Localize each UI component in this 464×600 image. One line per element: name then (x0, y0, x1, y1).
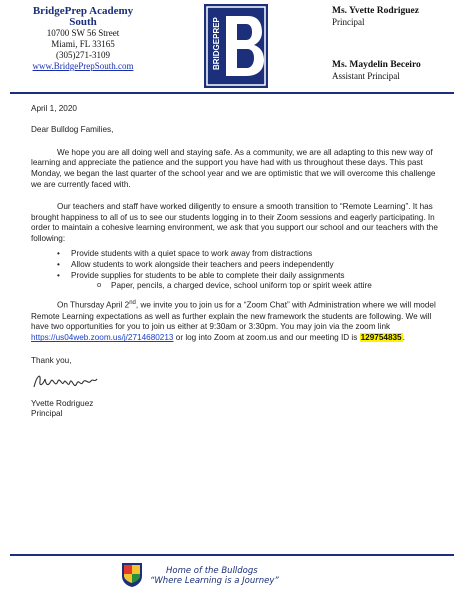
administrators (332, 6, 462, 82)
letter-date: April 1, 2020 (31, 104, 77, 113)
logo-vertical-text: BRIDGEPREP (212, 17, 221, 70)
principal-name: Ms. Yvette Rodriguez (332, 6, 419, 16)
support-list (31, 249, 445, 292)
signer-name: Yvette Rodriguez (31, 398, 94, 408)
school-name-line1: BridgePrep Academy (32, 5, 134, 17)
website-link[interactable]: www.BridgePrepSouth.com (32, 61, 134, 71)
date-ordinal-suffix: nd (129, 300, 136, 307)
paragraph-2: Our teachers and staff have worked diligently to ensure a smooth transition to “Remote Learning”. It has brought happiness to all of us to see our students logging in to their Zoom sessions and eagerly participating. In order to maintain a cohesive learning environment, we ask that you support our school and our teachers with the following: (31, 201, 438, 244)
list-item: • Allow students to work alongside their teachers and peers independently (57, 260, 445, 271)
closing: Thank you, (31, 356, 72, 366)
salutation: Dear Bulldog Families, (31, 124, 114, 134)
phone-number: (305)271-3109 (56, 50, 110, 60)
sub-list-item: o Paper, pencils, a charged device, school uniform top or spirit week attire (97, 281, 445, 292)
bridgeprep-logo (204, 4, 268, 88)
crest-icon (121, 562, 143, 588)
signature-image (31, 369, 101, 395)
letter-body (31, 104, 445, 420)
paragraph-3-text-b: , we invite you to join us for a “Zoom Chat” with Administration where we will model Remote Learning expectations as well as further explain the new framework the students are following. We will have two opportunities for you to join us either at 9:30am or 3:30pm. You may join via the zoom link (31, 300, 436, 332)
school-info (8, 6, 158, 72)
paragraph-3-text-d: . (402, 333, 405, 343)
header-divider (10, 92, 454, 94)
footer-motto (150, 566, 350, 586)
address-city: Miami, FL 33165 (51, 39, 115, 49)
paragraph-3-text-c: or log into Zoom at zoom.us and our meeting ID is (173, 333, 360, 343)
list-item-text: Provide supplies for students to be able to complete their daily assignments (71, 270, 345, 280)
list-item: • Provide students with a quiet space to work away from distractions (57, 249, 445, 260)
principal-title: Principal (332, 17, 365, 27)
supplies-sublist (71, 281, 445, 292)
assistant-principal-name: Ms. Maydelin Beceiro (332, 60, 421, 70)
motto-line-2: “Where Learning is a Journey” (150, 576, 279, 586)
paragraph-1: We hope you are all doing well and staying safe. As a community, we are all adapting to this new way of learning and appreciate the patience and the support you have had with us throughout these days. This past Monday, we began the last quarter of the school year and we are optimistic that we will overcome this challenge we are currently faced with. (31, 147, 436, 189)
assistant-principal-title: Assistant Principal (332, 71, 400, 81)
zoom-link[interactable]: https://us04web.zoom.us/j/2714680213 (31, 333, 174, 343)
footer-divider (10, 554, 454, 556)
paragraph-3 (31, 298, 445, 344)
list-item (57, 271, 445, 293)
paragraph-3-text-a: On Thursday April 2 (57, 300, 130, 310)
school-name-line2: South (69, 16, 97, 28)
motto-line-1: Home of the Bulldogs (166, 566, 258, 576)
address-street: 10700 SW 56 Street (46, 28, 120, 38)
meeting-id: 129754835 (360, 333, 402, 343)
signer-title: Principal (31, 409, 63, 419)
